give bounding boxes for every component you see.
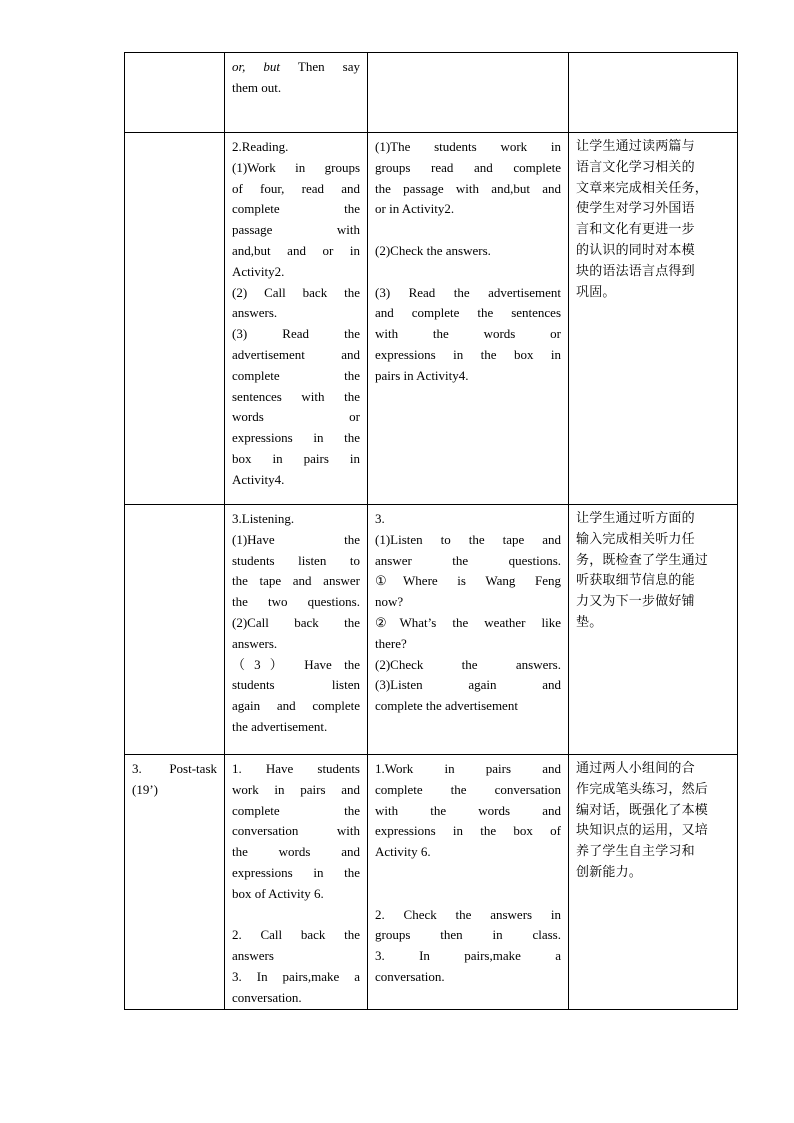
text-line: (1)Listen to the tape and [375, 531, 561, 547]
text-line: the advertisement. [232, 718, 328, 734]
text-line: ①Where is Wang Feng [375, 573, 561, 589]
text-line: ②What’s the weather like [375, 614, 561, 630]
text-line: 养了学生自主学习和 [576, 844, 695, 860]
text-line: Activity 6. [375, 844, 431, 860]
text-line: and,but and or in [232, 242, 360, 258]
student-activity-cell [368, 53, 569, 133]
text-line: complete the [232, 802, 360, 818]
text-line: 3. In pairs,make a [375, 948, 561, 964]
keyword-text: or, but [232, 59, 281, 74]
text-line: 让学生通过听方面的 [576, 511, 695, 526]
text-line: expressions in the [232, 864, 360, 880]
text-line: 2. Call back the [232, 927, 360, 943]
blank-line [375, 863, 561, 884]
text-line: words or [232, 409, 360, 425]
text-line: 2. Check the answers in [375, 906, 561, 922]
text-line: 通过两人小组间的合 [576, 761, 695, 776]
text-line: and complete the sentences [375, 305, 561, 321]
text-line: there? [375, 635, 407, 651]
text-line: (19’) [132, 781, 158, 797]
text-line: 块知识点的运用，又培 [576, 823, 709, 839]
text-line: (3) Read the [232, 326, 360, 342]
teacher-activity-cell [225, 505, 368, 755]
table-row [125, 133, 738, 505]
text-line: (2)Check the answers. [375, 656, 561, 672]
text-line: work in pairs and [232, 781, 360, 797]
stage-cell [125, 133, 225, 505]
table-row [125, 755, 738, 1010]
text-line: （3） Have the [232, 656, 360, 672]
text-line: (3) Read the advertisement [375, 284, 561, 300]
text-line: (1)Have the [232, 531, 360, 547]
lesson-plan-table [124, 52, 738, 1010]
text-line: 务，既检查了学生通过 [576, 552, 709, 568]
text-line: 力又为下一步做好铺 [576, 594, 695, 610]
text-line: 创新能力。 [576, 864, 643, 880]
text-line: again and complete [232, 698, 360, 714]
student-activity-cell [368, 505, 569, 755]
text-line: of four, read and [232, 180, 360, 196]
text-line: complete the [232, 201, 360, 217]
text-line: Activity2. [232, 263, 285, 279]
blank-line [375, 884, 561, 905]
text-line: 作完成笔头练习，然后 [576, 781, 709, 797]
text-line: 听获取细节信息的能 [576, 573, 695, 589]
text-line: (2) Call back the [232, 284, 360, 300]
design-purpose-cell [569, 133, 738, 505]
text-line: advertisement and [232, 346, 360, 362]
text-line: 3. Post-task [132, 761, 217, 776]
text-line: 2.Reading. [232, 139, 289, 154]
text-line: 让学生通过读两篇与 [576, 139, 695, 154]
text-line: 垫。 [576, 614, 603, 630]
text-line: with the words and [375, 802, 561, 818]
table-row [125, 53, 738, 133]
blank-line [375, 262, 561, 283]
text-line: expressions in the box in [375, 346, 561, 362]
text-line: or in Activity2. [375, 201, 455, 217]
text-line: conversation. [232, 989, 302, 1005]
text-line: pairs in Activity4. [375, 367, 469, 383]
teacher-activity-cell [225, 53, 368, 133]
text-line: (3)Listen again and [375, 677, 561, 693]
text-line: (2)Call back the [232, 614, 360, 630]
text-line: 语言文化学习相关的 [576, 159, 695, 175]
text-line: conversation. [375, 968, 445, 984]
blank-line [232, 905, 360, 926]
text-line: Activity4. [232, 471, 285, 487]
text-line: 3. In pairs,make a [232, 968, 360, 984]
text-line: them out. [232, 79, 282, 95]
text-line: the words and [232, 844, 360, 860]
text-line: complete the advertisement [375, 698, 518, 714]
text-line: answers [232, 948, 274, 964]
teacher-activity-cell [225, 755, 368, 1010]
text-line: 巩固。 [576, 284, 616, 300]
text-line: (1)Work in groups [232, 159, 360, 175]
text-line: answers. [232, 635, 278, 651]
text-line: sentences with the [232, 388, 360, 404]
text-line: (2)Check the answers. [375, 242, 491, 258]
stage-cell [125, 53, 225, 133]
text-line: the tape and answer [232, 573, 360, 589]
table-row [125, 505, 738, 755]
student-activity-cell [368, 133, 569, 505]
text-line: conversation with [232, 823, 360, 839]
text-line: 编对话，既强化了本模 [576, 802, 709, 818]
text-line: 1.Work in pairs and [375, 761, 561, 776]
design-purpose-cell [569, 755, 738, 1010]
design-purpose-cell [569, 505, 738, 755]
text-line: now? [375, 594, 404, 610]
text-line: complete the conversation [375, 781, 561, 797]
text-line: passage with [232, 222, 360, 238]
text-line: 言和文化有更进一步 [576, 222, 695, 238]
blank-line [375, 220, 561, 241]
text-line: box in pairs in [232, 450, 360, 466]
text-line: 的认识的同时对本模 [576, 242, 695, 258]
stage-cell [125, 755, 225, 1010]
text-line: expressions in the box of [375, 823, 561, 839]
text-line: box of Activity 6. [232, 885, 324, 901]
text-line: students listen to [232, 552, 360, 568]
text-fragment: Then say [280, 59, 361, 74]
text-line: 文章来完成相关任务， [576, 180, 709, 196]
text-line: answer the questions. [375, 552, 561, 568]
text-line: 3. [375, 511, 385, 526]
text-line: groups then in class. [375, 927, 561, 943]
teacher-activity-cell [225, 133, 368, 505]
text-line: the passage with and,but and [375, 180, 561, 196]
stage-cell [125, 505, 225, 755]
text-line: 块的语法语言点得到 [576, 263, 695, 279]
text-line: 3.Listening. [232, 511, 295, 526]
text-line: 1. Have students [232, 761, 360, 776]
text-line: 输入完成相关听力任 [576, 531, 695, 547]
text-line: the two questions. [232, 594, 360, 610]
text-line: 使学生对学习外国语 [576, 201, 695, 217]
text-line [232, 57, 360, 78]
text-line: groups read and complete [375, 159, 561, 175]
student-activity-cell [368, 755, 569, 1010]
text-line: answers. [232, 305, 278, 321]
text-line: (1)The students work in [375, 139, 561, 154]
design-purpose-cell [569, 53, 738, 133]
text-line: complete the [232, 367, 360, 383]
text-line: expressions in the [232, 430, 360, 446]
text-line: with the words or [375, 326, 561, 342]
text-line: students listen [232, 677, 360, 693]
